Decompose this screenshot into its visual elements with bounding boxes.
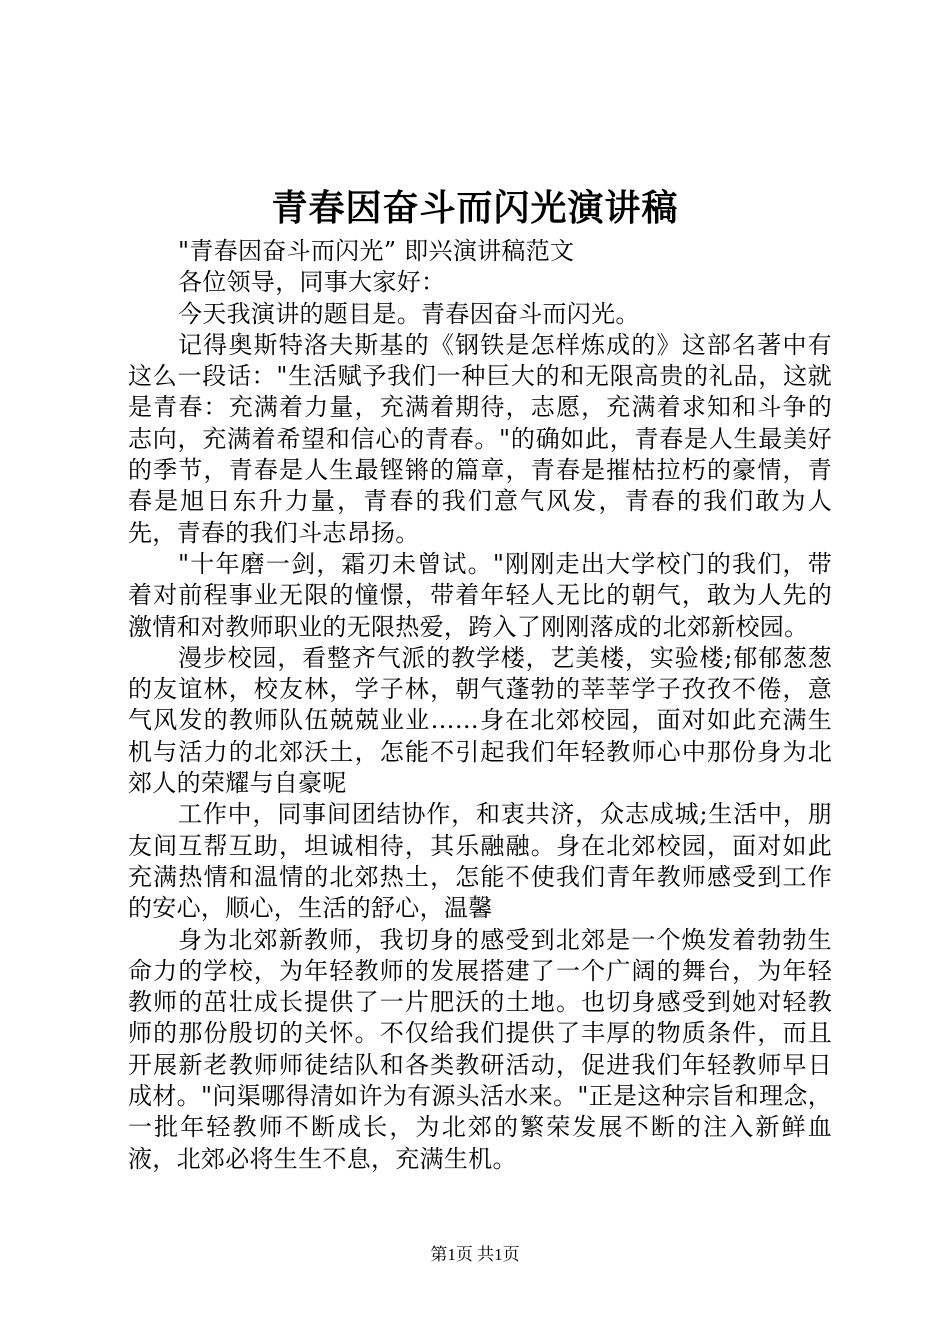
paragraph-body: 记得奥斯特洛夫斯基的《钢铁是怎样炼成的》这部名著中有这么一段话："生活赋予我们一种巨大的和无限高贵的礼品，这就是青春：充满着力量，充满着期待，志愿，充满着求知和斗争的志向，充满着希望和信心的青春。"的确如此，青春是人生最美好的季节，青春是人生最铿锵的篇章，青春是摧枯拉朽的豪情，青春是旭日东升力量，青春的我们意气风发，青春的我们敢为人先，青春的我们斗志昂扬。 [128,330,832,547]
document-title: 青春因奋斗而闪光演讲稿 [271,187,679,229]
paragraph-greeting: 各位领导，同事大家好： [178,268,446,297]
document-body [128,236,832,1175]
paragraph-body: 工作中，同事间团结协作，和衷共济，众志成城;生活中，朋友间互帮互助，坦诚相待，其乐融融。身在北郊校园，面对如此充满热情和温情的北郊热土，怎能不使我们青年教师感受到工作的安心，顺心，生活的舒心，温馨 [128,800,832,923]
paragraph-body: 漫步校园，看整齐气派的教学楼，艺美楼，实验楼;郁郁葱葱的友谊林，校友林，学子林，朝气蓬勃的莘莘学子孜孜不倦，意气风发的教师队伍兢兢业业……身在北郊校园，面对如此充满生机与活力的北郊沃土，怎能不引起我们年轻教师心中那份身为北郊人的荣耀与自豪呢 [128,643,832,798]
paragraph-body: "十年磨一剑，霜刃未曾试。"刚刚走出大学校门的我们，带着对前程事业无限的憧憬，带着年轻人无比的朝气，敢为人先的激情和对教师职业的无限热爱，跨入了刚刚落成的北郊新校园。 [128,549,832,641]
paragraph-body: 身为北郊新教师，我切身的感受到北郊是一个焕发着勃勃生命力的学校，为年轻教师的发展搭建了一个广阔的舞台，为年轻教师的茁壮成长提供了一片肥沃的土地。也切身感受到她对轻教师的那份殷切的关怀。不仅给我们提供了丰厚的物质条件，而且开展新老教师师徒结队和各类教研活动，促进我们年轻教师早日成材。"问渠哪得清如许为有源头活水来。"正是这种宗旨和理念，一批年轻教师不断成长，为北郊的繁荣发展不断的注入新鲜血液，北郊必将生生不息，充满生机。 [128,925,832,1173]
paragraph-topic: 今天我演讲的题目是。青春因奋斗而闪光。 [178,299,640,328]
page-footer: 第1页 共1页 [430,1245,520,1264]
paragraph-subtitle: "青春因奋斗而闪光” 即兴演讲稿范文 [178,237,575,265]
